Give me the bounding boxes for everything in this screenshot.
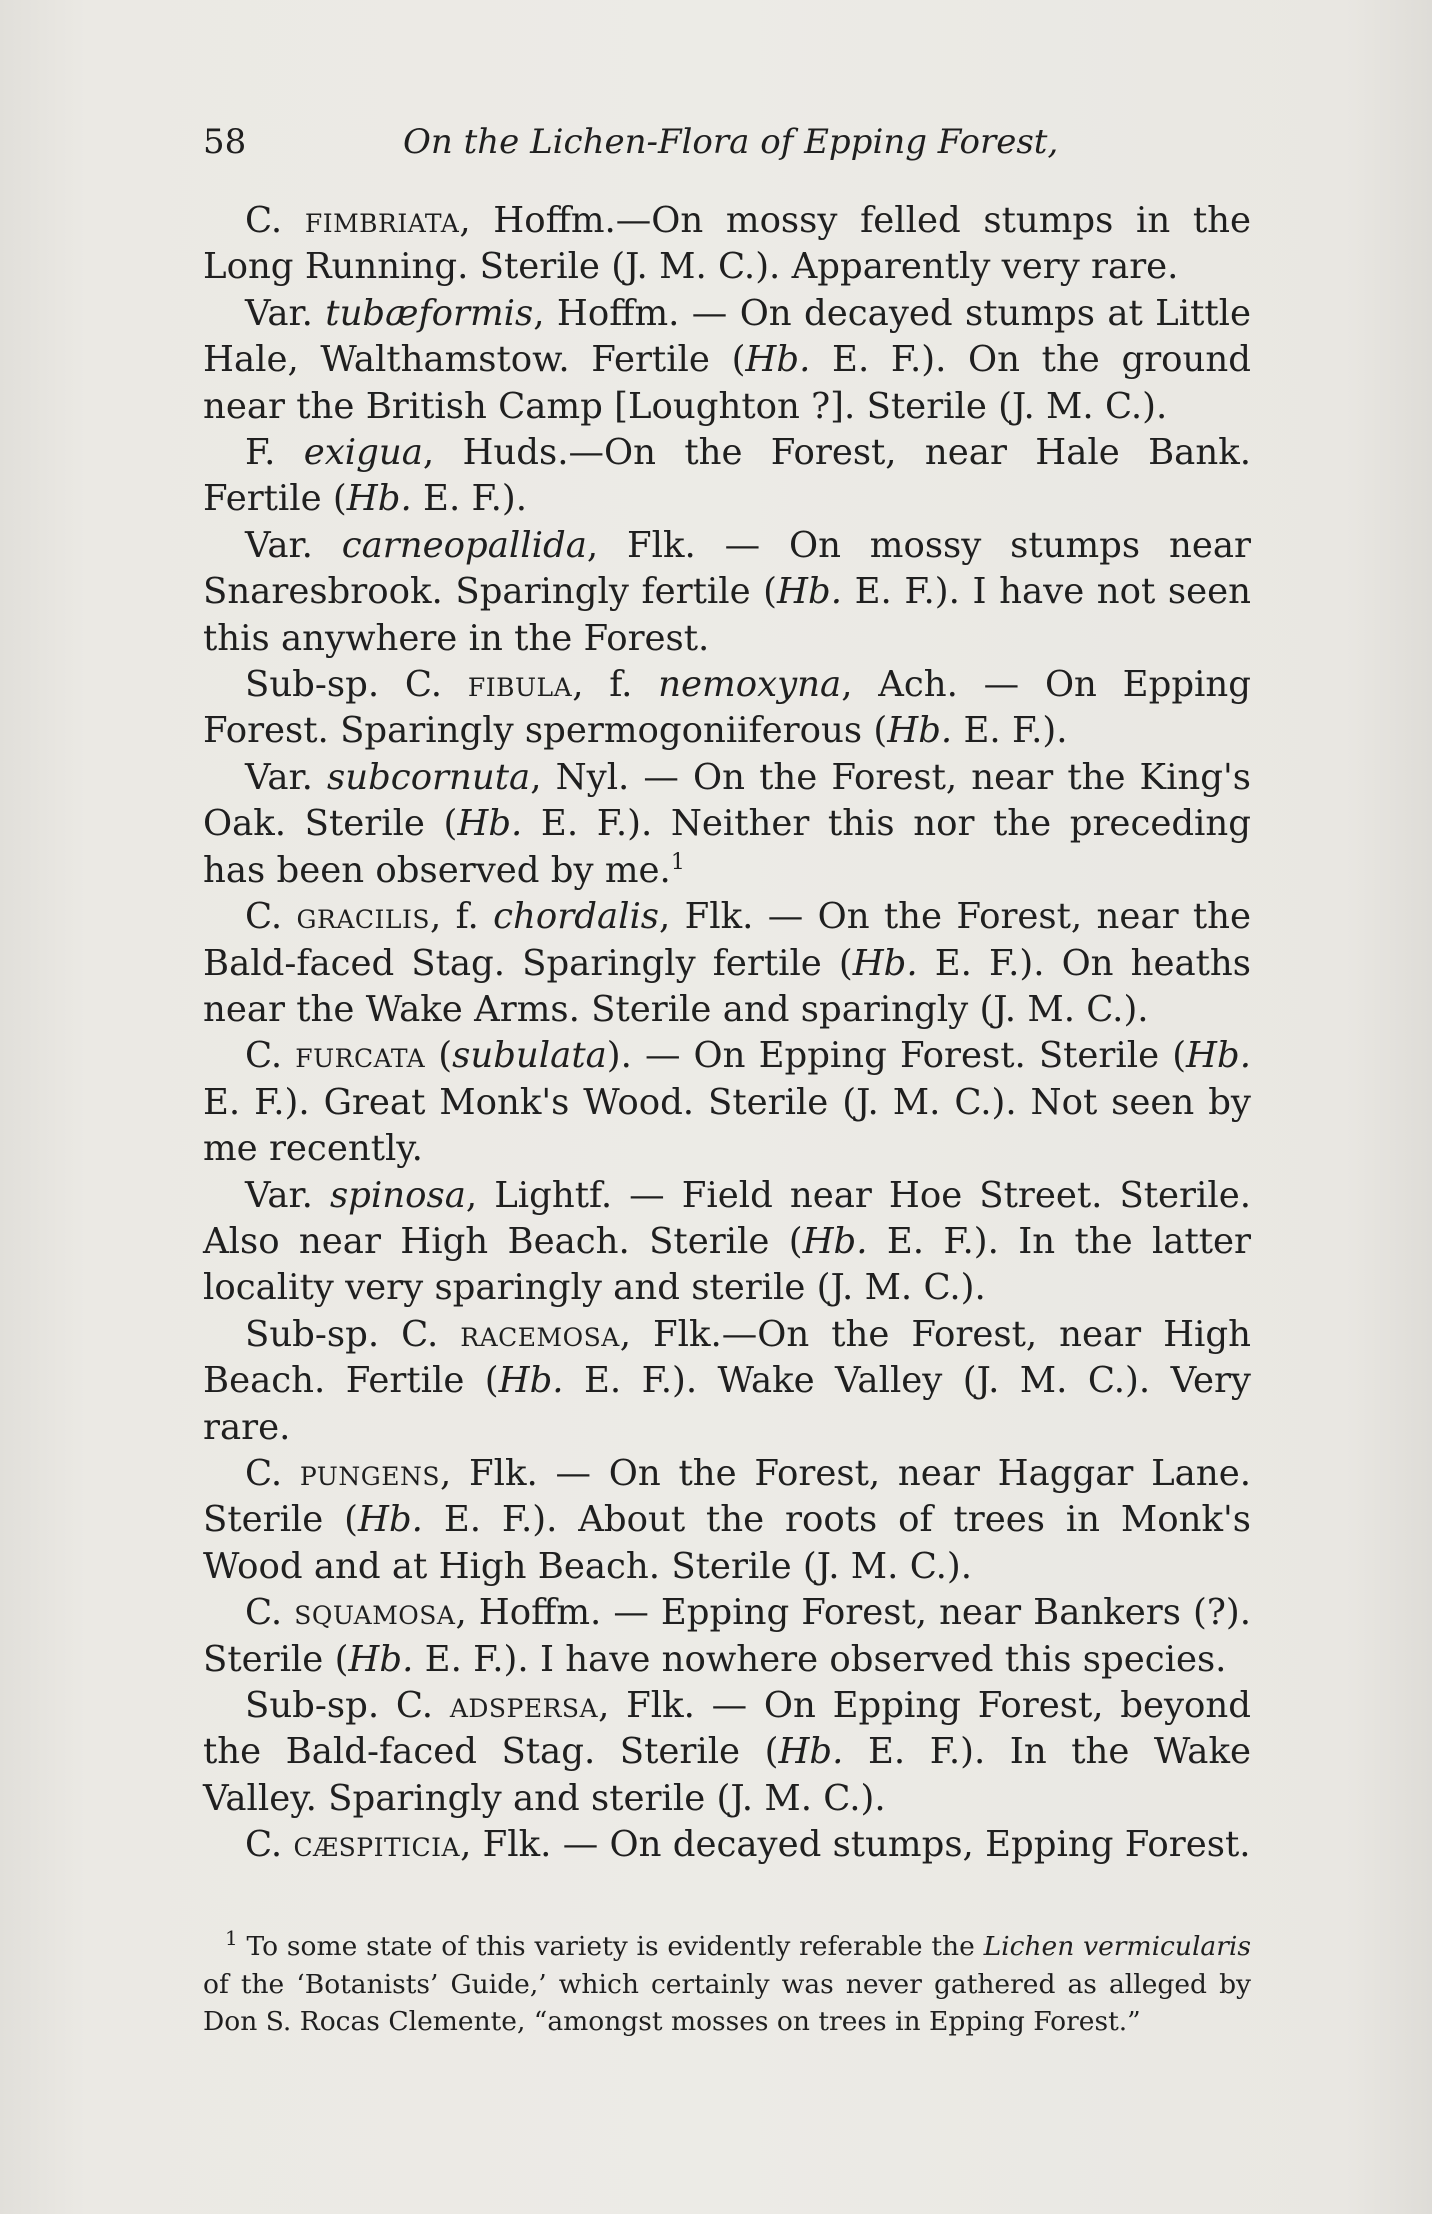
entry-subcornuta: Var. subcornuta, Nyl. — On the Forest, near the King's Oak. Sterile (Hb. E. F.). Neither this nor the preceding has been observed by me.$^1$ [203, 756, 1251, 891]
page-header [203, 118, 1253, 166]
entry-spinosa: Var. spinosa, Lightf. — Field near Hoe Street. Sterile. Also near High Beach. Sterile (Hb. E. F.). In the latter locality very sparingly and sterile (J. M. C.). [203, 1174, 1252, 1309]
entry-squamosa: C. squamosa, Hoffm. — Epping Forest, near Bankers (?). Sterile (Hb. E. F.). I have nowhere observed this species. [203, 1592, 1251, 1680]
entry-adspersa: Sub-sp. C. adspersa, Flk. — On Epping Forest, beyond the Bald-faced Stag. Sterile (Hb. E. F.). In the Wake Valley. Sparingly and sterile (J. M. C.). [203, 1685, 1251, 1819]
footnote-1: $^1$ To some state of this variety is evidently referable the Lichen vermicularis of the ‘Botanists’ Guide,’ which certainly was never gathered as alleged by Don S. Rocas Clemente, “amongst mosses on trees in Epping Forest.” [203, 1926, 1251, 2037]
entry-pungens: C. pungens, Flk. — On the Forest, near Haggar Lane. Sterile (Hb. E. F.). About the roots of trees in Monk's Wood and at High Beach. Sterile (J. M. C.). [203, 1452, 1251, 1587]
entry-furcata: C. furcata (subulata). — On Epping Forest. Sterile (Hb. E. F.). Great Monk's Wood. Sterile (J. M. C.). Not seen by me recently. [203, 1035, 1252, 1170]
running-title: On the Lichen-Flora of Epping Forest, [403, 122, 1059, 162]
entry-fibula: Sub-sp. C. fibula, f. nemoxyna, Ach. — On Epping Forest. Sparingly spermogoniiferous (Hb. E. F.). [203, 664, 1251, 752]
entry-exigua: F. exigua, Huds.—On the Forest, near Hale Bank. Fertile (Hb. E. F.). [203, 432, 1251, 520]
footnote-mark: 1 [225, 1926, 238, 1951]
body-text [203, 198, 1251, 1869]
footnotes [203, 1928, 1251, 2041]
entry-fimbriata: C. fimbriata, Hoffm.—On mossy felled stumps in the Long Running. Sterile (J. M. C.). Apparently very rare. [203, 200, 1251, 288]
entry-caespiticia: C. cæspiticia, Flk. — On decayed stumps, Epping Forest. [245, 1824, 1251, 1866]
footnote-reference: 1 [670, 849, 685, 875]
entry-tubaeformis: Var. tubæformis, Hoffm. — On decayed stumps at Little Hale, Walthamstow. Fertile (Hb. E. F.). On the ground near the British Camp [Loughton ?]. Sterile (J. M. C.). [203, 292, 1251, 427]
entry-racemosa: Sub-sp. C. racemosa, Flk.—On the Forest, near High Beach. Fertile (Hb. E. F.). Wake Valley (J. M. C.). Very rare. [203, 1313, 1251, 1448]
entry-carneopallida: Var. carneopallida, Flk. — On mossy stumps near Snaresbrook. Sparingly fertile (Hb. E. F.). I have not seen this anywhere in the Forest. [203, 524, 1251, 659]
entry-gracilis: C. gracilis, f. chordalis, Flk. — On the Forest, near the Bald-faced Stag. Sparingly fertile (Hb. E. F.). On heaths near the Wake Arms. Sterile and sparingly (J. M. C.). [203, 896, 1252, 1030]
page-number: 58 [203, 122, 247, 162]
